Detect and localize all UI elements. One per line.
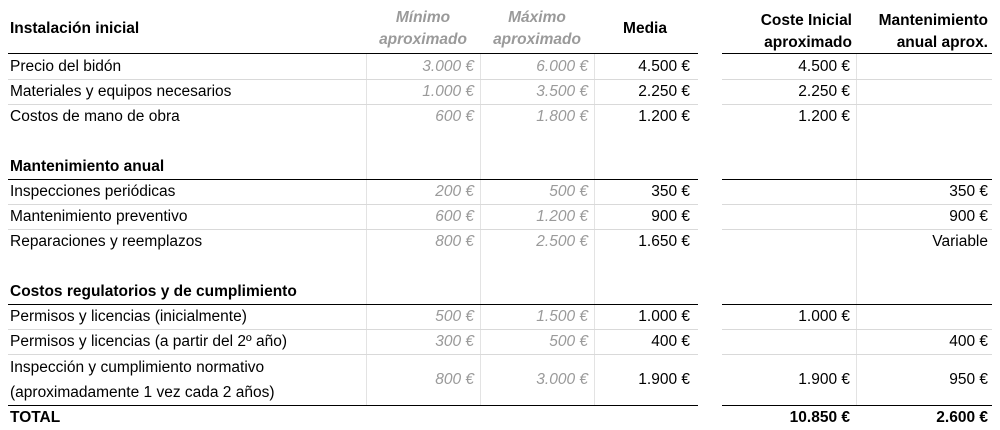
row-media: 350 €	[651, 182, 690, 200]
section-title-regulatorios: Costos regulatorios y de cumplimiento	[10, 282, 297, 300]
row-coste: 1.900 €	[798, 370, 850, 388]
row-media: 1.900 €	[638, 370, 690, 388]
row-label	[8, 354, 364, 405]
total-mant: 2.600 €	[936, 409, 988, 426]
table-row	[0, 54, 1000, 79]
row-label: Mantenimiento preventivo	[10, 207, 188, 225]
table-row	[0, 179, 1000, 204]
row-media: 400 €	[651, 332, 690, 350]
table-row	[0, 354, 1000, 405]
section-title-row	[0, 154, 1000, 179]
row-mant	[856, 304, 992, 329]
table-row	[0, 229, 1000, 254]
row-max: 500 €	[549, 182, 588, 200]
header-max	[480, 4, 594, 54]
header-coste-line1: Coste Inicial	[760, 12, 852, 29]
total-label: TOTAL	[10, 409, 61, 426]
row-min: 600 €	[435, 107, 474, 125]
row-mant: 900 €	[949, 207, 988, 225]
row-coste	[722, 204, 856, 229]
row-max: 3.000 €	[536, 370, 588, 388]
row-max: 500 €	[549, 332, 588, 350]
table-row	[0, 104, 1000, 129]
header-min-line2: aproximado	[379, 31, 467, 48]
row-coste: 1.000 €	[798, 307, 850, 325]
row-min: 600 €	[435, 207, 474, 225]
row-label: Reparaciones y reemplazos	[10, 232, 203, 250]
row-label: Permisos y licencias (inicialmente)	[10, 307, 247, 325]
row-max: 2.500 €	[536, 232, 588, 250]
row-coste: 1.200 €	[798, 107, 850, 125]
row-max: 1.500 €	[536, 307, 588, 325]
header-mant-line2: anual aprox.	[896, 34, 988, 51]
total-coste: 10.850 €	[789, 409, 850, 426]
row-label: Materiales y equipos necesarios	[10, 82, 232, 100]
header-media: Media	[623, 20, 667, 37]
row-min: 3.000 €	[422, 57, 474, 75]
row-media: 2.250 €	[638, 82, 690, 100]
row-media: 1.200 €	[638, 107, 690, 125]
section-title-row	[0, 279, 1000, 304]
row-label-line1: Inspección y cumplimiento normativo	[10, 358, 265, 376]
row-label: Precio del bidón	[10, 57, 122, 75]
header-min-line1: Mínimo	[395, 9, 451, 26]
row-media: 1.000 €	[638, 307, 690, 325]
row-min: 200 €	[435, 182, 474, 200]
table-row	[0, 79, 1000, 104]
total-row	[0, 406, 1000, 430]
row-max: 3.500 €	[536, 82, 588, 100]
row-coste: 4.500 €	[798, 57, 850, 75]
table-row	[0, 329, 1000, 354]
row-mant: 350 €	[949, 182, 988, 200]
row-min: 300 €	[435, 332, 474, 350]
header-max-line1: Máximo	[508, 9, 566, 26]
row-min: 800 €	[435, 370, 474, 388]
row-media: 4.500 €	[638, 57, 690, 75]
row-media: 1.650 €	[638, 232, 690, 250]
header-coste-line2: aproximado	[764, 34, 852, 51]
row-min: 500 €	[435, 307, 474, 325]
header-row	[0, 4, 1000, 54]
row-label: Permisos y licencias (a partir del 2º año)	[10, 332, 288, 350]
header-min	[366, 4, 480, 54]
row-coste	[722, 329, 856, 354]
row-max: 1.200 €	[536, 207, 588, 225]
row-min: 800 €	[435, 232, 474, 250]
row-max: 6.000 €	[536, 57, 588, 75]
row-mant	[856, 79, 992, 104]
row-min: 1.000 €	[422, 82, 474, 100]
table-row	[0, 304, 1000, 329]
header-coste	[722, 4, 856, 54]
row-media: 900 €	[651, 207, 690, 225]
row-mant: 950 €	[949, 370, 988, 388]
table-row	[0, 204, 1000, 229]
row-coste	[722, 179, 856, 204]
header-mant-line1: Mantenimiento	[878, 12, 988, 29]
row-mant: 400 €	[949, 332, 988, 350]
row-label: Costos de mano de obra	[10, 107, 180, 125]
row-mant	[856, 54, 992, 79]
row-mant	[856, 104, 992, 129]
header-max-line2: aproximado	[493, 31, 581, 48]
section-title-instalacion: Instalación inicial	[10, 20, 140, 37]
row-mant: Variable	[932, 232, 988, 250]
row-max: 1.800 €	[536, 107, 588, 125]
row-coste	[722, 229, 856, 254]
row-label-line2: (aproximadamente 1 vez cada 2 años)	[10, 383, 275, 401]
row-coste: 2.250 €	[798, 82, 850, 100]
row-label: Inspecciones periódicas	[10, 182, 176, 200]
section-title-mantenimiento: Mantenimiento anual	[10, 157, 165, 175]
header-mant	[856, 4, 992, 54]
